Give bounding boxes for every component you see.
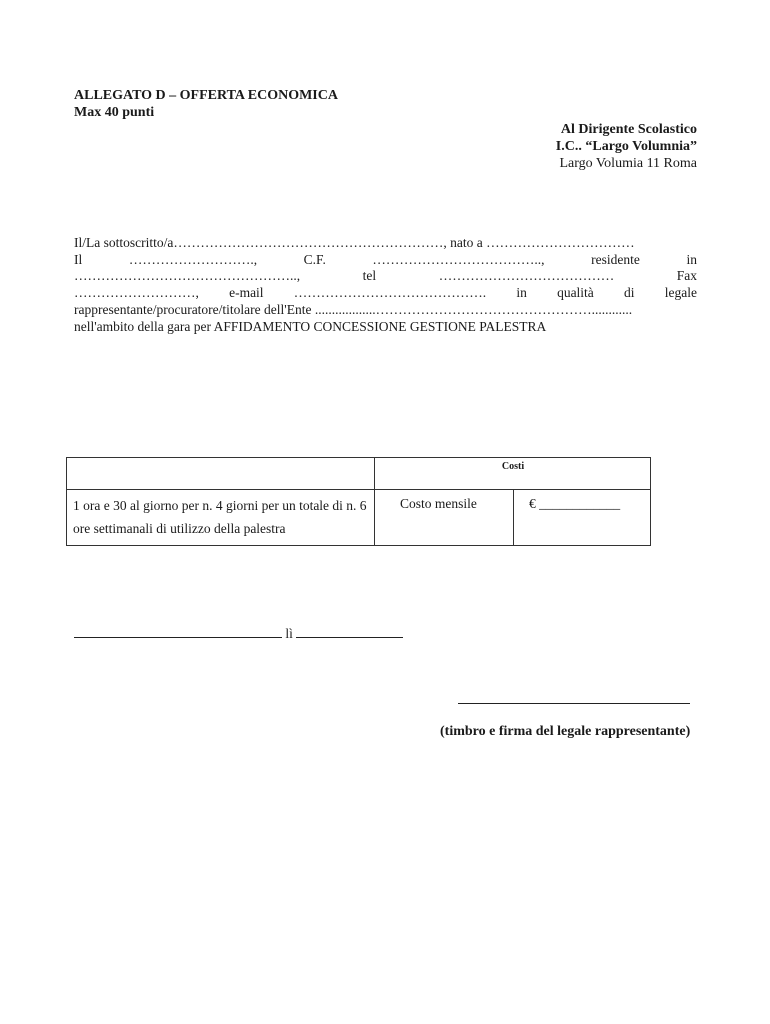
- table-header-costi: Costi: [501, 461, 525, 472]
- declaration-line-4: [74, 284, 697, 301]
- declaration-word: qualità: [557, 285, 594, 300]
- table-row-description: 1 ora e 30 al giorno per n. 4 giorni per un totale di n. 6 ore settimanali di utilizzo della palestra: [73, 498, 367, 536]
- table-cost-value-field[interactable]: € ____________: [529, 496, 621, 511]
- table-divider: [66, 489, 651, 490]
- declaration-text: rappresentante/procuratore/titolare dell'Ente ..................…………………………………………............: [74, 302, 633, 317]
- recipient-line-3: Largo Volumia 11 Roma: [559, 156, 697, 171]
- declaration-word: residente: [591, 252, 640, 267]
- declaration-word: in: [516, 285, 527, 300]
- declaration-blank: …………………………………………..,: [74, 268, 301, 283]
- declaration-word: e-mail: [229, 285, 264, 300]
- declaration-line-5: [74, 301, 697, 318]
- declaration-line-6: [74, 318, 697, 335]
- place-date-separator: lì: [285, 626, 293, 641]
- document-title: ALLEGATO D – OFFERTA ECONOMICA: [74, 88, 338, 103]
- declaration-line-2: [74, 251, 697, 268]
- recipient-line-1: Al Dirigente Scolastico: [560, 122, 697, 137]
- declaration-word: Il: [74, 252, 83, 267]
- recipient-line-2: I.C.. “Largo Volumnia”: [555, 139, 697, 154]
- signature-field[interactable]: [458, 703, 690, 704]
- document-subtitle: Max 40 punti: [74, 105, 155, 120]
- place-date-line: [74, 624, 403, 642]
- declaration-word: Fax: [676, 268, 697, 283]
- declaration-text: Il/La sottoscritto/a……………………………………………………, nato a ……………………………: [74, 235, 635, 250]
- declaration-word: legale: [664, 285, 697, 300]
- table-divider: [513, 489, 514, 546]
- signature-caption: (timbro e firma del legale rappresentante): [440, 724, 691, 739]
- place-field[interactable]: [74, 624, 282, 638]
- declaration-word: in: [686, 252, 697, 267]
- declaration-blank: …………………………………….: [293, 285, 487, 300]
- recipient-block: [556, 121, 697, 172]
- table-cost-label: Costo mensile: [400, 496, 477, 511]
- date-field[interactable]: [296, 624, 403, 638]
- declaration-line-1: [74, 234, 697, 251]
- declaration-text: nell'ambito della gara per AFFIDAMENTO CONCESSIONE GESTIONE PALESTRA: [74, 319, 547, 334]
- declaration-blank: ………………………,: [74, 285, 199, 300]
- declaration-line-3: [74, 267, 697, 284]
- declaration-blank: ……………………….,: [128, 252, 258, 267]
- declaration-blank: …………………………………: [438, 268, 615, 283]
- declaration-blank: ………………………………..,: [372, 252, 545, 267]
- declaration-word: C.F.: [303, 252, 326, 267]
- declaration-word: di: [624, 285, 635, 300]
- declaration-word: tel: [362, 268, 377, 283]
